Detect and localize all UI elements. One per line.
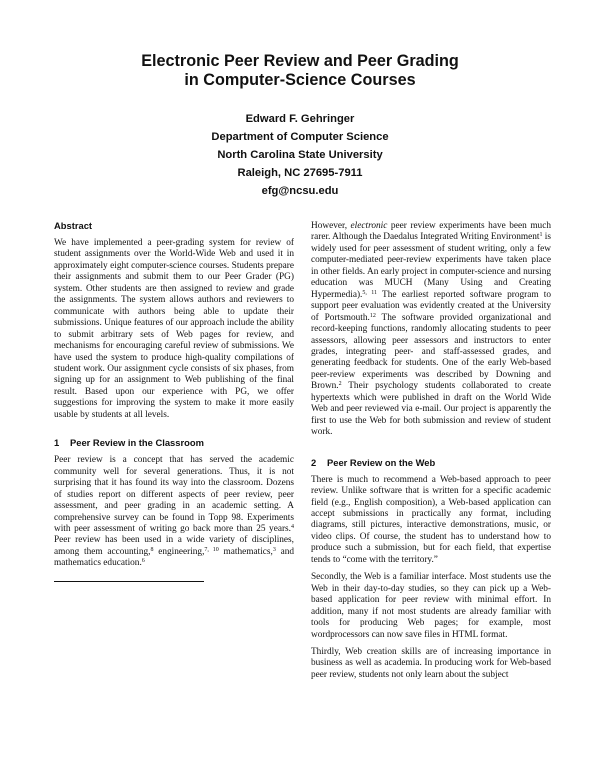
reference-superscript: 2: [338, 381, 342, 388]
author-city: Raleigh, NC 27695-7911: [237, 167, 363, 179]
section-2-paragraph-1: There is much to recommend a Web-based approach to peer review. Unlike software that is written for a specific academic field (e.g., English composition), a Web-based application can accept submissions in practically any format, including diagrams, still pictures, interactive demonstrations, music, or video clips. Of course, the student has to understand how to produce such a submission, but for each field, that expertise tends to “come with the territory.”: [311, 474, 551, 565]
footnote-rule: [54, 581, 204, 582]
title-line-1: Electronic Peer Review and Peer Grading: [141, 52, 459, 70]
s1-text-a: Peer review is a concept that has served the academic community well for several generations. Thus, it is not surprising that it has found its way into the classroom. Dozens of studies report on different aspects of peer review, peer assessment, and peer grading in an academic setting. A comprehensive survey can be found in Topp 98. Experiments with peer assessment of writing go back more than 25 years.: [54, 455, 294, 534]
intro-text-f: Their psychology students collaborated to create hypertexts which were published in draft on the World Wide Web and peer reviewed via e-mail. Our project is apparently the first to use the Web for both submission and review of student work.: [311, 381, 551, 438]
reference-superscript: 1: [539, 232, 543, 239]
author-department: Department of Computer Science: [211, 131, 389, 143]
s1-text-d: mathematics,: [218, 546, 273, 557]
section-2-paragraph-3: Thirdly, Web creation skills are of increasing importance in business as well as academia. In producing work for Web-based peer review, students not only learn about the subject: [311, 646, 551, 680]
section-1-paragraph: [54, 455, 294, 570]
intro-text-e: The software provided organizational and record-keeping functions, randomly allocating students to peer assessors, allowing peer assessors and instructors to enter grades, integrating peer- and staff-assessed grades, and generating feedback for students. One of the early Web-based peer-review experiments was described by Downing and Brown.: [311, 312, 551, 392]
right-column: [311, 221, 551, 687]
abstract-heading: Abstract: [54, 220, 93, 231]
reference-superscript: 8: [150, 546, 154, 553]
reference-superscript: 12: [369, 312, 376, 319]
reference-superscript: 7, 10: [204, 546, 219, 553]
author-name: Edward F. Gehringer: [245, 113, 355, 125]
title-line-2: in Computer-Science Courses: [184, 71, 416, 89]
intro-text-b: peer review experiments have been much rarer. Although the Daedalus Integrated Writing Environment: [311, 221, 551, 243]
section-2-title: Peer Review on the Web: [327, 456, 436, 468]
reference-superscript: 5, 11: [362, 289, 378, 296]
section-1-heading: [54, 437, 294, 449]
author-email: efg@ncsu.edu: [261, 185, 339, 197]
section-2-number: 2: [311, 456, 317, 468]
author-university: North Carolina State University: [217, 149, 383, 161]
reference-superscript: 4: [291, 523, 294, 530]
intro-text-c: is widely used for peer assessment of student writing, only a few computer-mediated peer-review experiments have taken place in other fields. An early project in computer-science and nursing education was MUCH (Many Using and Creating Hypermedia).: [311, 232, 551, 300]
paper-title: [0, 52, 600, 90]
left-column: [54, 220, 294, 582]
author-block: [0, 110, 600, 200]
intro-continuation-paragraph: [311, 221, 551, 439]
section-2-heading: [311, 457, 551, 469]
s1-text-c: engineering,: [153, 546, 205, 557]
s1-text-e: and mathematics education.: [54, 546, 295, 569]
abstract-text: We have implemented a peer-grading system for review of student assignments over the World-Wide Web and used it in approximately eight computer-science courses. Students prepare their assignments and submit them to our Peer Grader (PG) system. Other students are then assigned to review and grade the assignments. The system allows authors and reviewers to communicate with authors being able to update their submissions. Unique features of our approach include the ability to submit arbitrary sets of Web pages for review, and mechanisms for encouraging careful review of submissions. We have used the system to produce high-quality compilations of student work. Our assignment cycle consists of six phases, from signing up for an assignment to Web publishing of the final result. Based upon our experience with PG, we offer suggestions for improving the system to make it more easily usable by students at all levels.: [54, 238, 294, 420]
intro-text-d: The earliest reported software program to support peer evaluation was evidently created at the University of Portsmouth.: [311, 289, 552, 323]
intro-emphasis: electronic: [350, 221, 388, 231]
section-1-number: 1: [54, 437, 60, 449]
intro-text-a: However,: [311, 221, 351, 231]
section-2-paragraph-2: Secondly, the Web is a familiar interface. Most students use the Web in their day-to-day studies, so they can pick up a Web-based application for peer review with minimal effort. In addition, many if not most students are already familiar with tools for producing Web pages; for example, most wordprocessors can now save files in HTML format.: [311, 572, 551, 640]
reference-superscript: 6: [141, 558, 145, 565]
section-1-title: Peer Review in the Classroom: [70, 437, 204, 449]
s1-text-b: Peer review has been used in a wide variety of disciplines, among them accounting,: [54, 535, 294, 557]
reference-superscript: 3: [272, 546, 276, 553]
